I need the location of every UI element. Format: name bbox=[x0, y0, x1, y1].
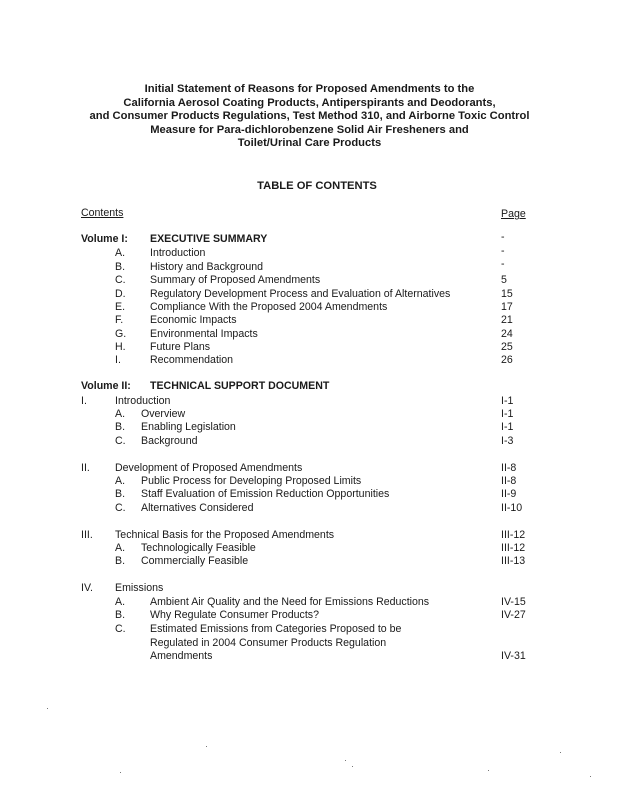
toc-entry: Public Process for Developing Proposed Limits bbox=[141, 475, 362, 487]
volume1-title: EXECUTIVE SUMMARY bbox=[150, 233, 268, 245]
toc-page: III-12 bbox=[501, 542, 526, 554]
toc-page: - bbox=[501, 258, 505, 270]
toc-letter: A. bbox=[115, 247, 126, 259]
toc-page: II-9 bbox=[501, 488, 517, 500]
toc-heading: TABLE OF CONTENTS bbox=[257, 180, 377, 192]
toc-entry: History and Background bbox=[150, 261, 264, 273]
toc-letter: C. bbox=[115, 623, 126, 635]
section-numeral: IV. bbox=[81, 582, 93, 594]
toc-letter: C. bbox=[115, 274, 126, 286]
toc-letter: B. bbox=[115, 421, 126, 433]
toc-page: 17 bbox=[501, 301, 513, 313]
toc-letter: D. bbox=[115, 288, 126, 300]
toc-letter: H. bbox=[115, 341, 126, 353]
toc-entry: Economic Impacts bbox=[150, 314, 237, 326]
toc-entry: Why Regulate Consumer Products? bbox=[150, 609, 319, 621]
document-title bbox=[0, 83, 619, 151]
section-title: Technical Basis for the Proposed Amendments bbox=[115, 529, 335, 541]
toc-page: 25 bbox=[501, 341, 513, 353]
toc-entry: Compliance With the Proposed 2004 Amendments bbox=[150, 301, 388, 313]
section-title: Emissions bbox=[115, 582, 164, 594]
toc-page: 24 bbox=[501, 328, 513, 340]
toc-entry: Regulatory Development Process and Evaluation of Alternatives bbox=[150, 288, 451, 300]
section-numeral: I. bbox=[81, 395, 87, 407]
toc-page: - bbox=[501, 245, 505, 257]
toc-entry-line: Regulated in 2004 Consumer Products Regulation bbox=[150, 637, 387, 649]
title-line: Measure for Para-dichlorobenzene Solid Air Fresheners and bbox=[150, 123, 469, 136]
toc-page: 26 bbox=[501, 354, 513, 366]
toc-entry: Overview bbox=[141, 408, 186, 420]
toc-page: 5 bbox=[501, 274, 507, 286]
section-page: IV-15 bbox=[501, 596, 526, 608]
toc-page: I-1 bbox=[501, 408, 514, 420]
title-line: Toilet/Urinal Care Products bbox=[237, 137, 382, 150]
toc-page: I-3 bbox=[501, 435, 514, 447]
section-numeral: III. bbox=[81, 529, 93, 541]
scan-speck bbox=[206, 746, 207, 747]
toc-letter: B. bbox=[115, 555, 126, 567]
toc-page: I-1 bbox=[501, 421, 514, 433]
title-line: California Aerosol Coating Products, Antiperspirants and Deodorants, bbox=[123, 96, 496, 109]
section-title: Introduction bbox=[115, 395, 171, 407]
volume1-page: - bbox=[501, 231, 505, 243]
toc-letter: A. bbox=[115, 596, 126, 608]
toc-entry-line: Estimated Emissions from Categories Proposed to be bbox=[150, 623, 402, 635]
toc-entry: Ambient Air Quality and the Need for Emissions Reductions bbox=[150, 596, 430, 608]
toc-letter: A. bbox=[115, 475, 126, 487]
toc-letter: I. bbox=[115, 354, 121, 366]
toc-letter: C. bbox=[115, 502, 126, 514]
section-page: III-12 bbox=[501, 529, 526, 541]
toc-entry-line: Amendments bbox=[150, 650, 213, 662]
toc-entry: Introduction bbox=[150, 247, 206, 259]
toc-entry: Background bbox=[141, 435, 198, 447]
scan-speck bbox=[590, 776, 591, 777]
scan-speck bbox=[352, 766, 353, 767]
toc-letter: G. bbox=[115, 328, 127, 340]
toc-letter: B. bbox=[115, 261, 126, 273]
toc-letter: A. bbox=[115, 408, 126, 420]
toc-letter: C. bbox=[115, 435, 126, 447]
scan-speck bbox=[560, 752, 561, 753]
toc-letter: B. bbox=[115, 609, 126, 621]
contents-column-label: Contents bbox=[81, 207, 124, 219]
section-title: Development of Proposed Amendments bbox=[115, 462, 303, 474]
toc-entry: Commercially Feasible bbox=[141, 555, 249, 567]
scan-speck bbox=[345, 760, 346, 761]
toc-page: II-8 bbox=[501, 475, 517, 487]
toc-entry: Technologically Feasible bbox=[141, 542, 256, 554]
volume2-label: Volume II: bbox=[81, 380, 131, 392]
toc-page: IV-31 bbox=[501, 650, 526, 662]
scan-speck bbox=[120, 772, 121, 773]
toc-entry: Staff Evaluation of Emission Reduction Opportunities bbox=[141, 488, 390, 500]
volume2-title: TECHNICAL SUPPORT DOCUMENT bbox=[150, 380, 330, 392]
toc-page: 15 bbox=[501, 288, 513, 300]
scan-speck bbox=[47, 708, 48, 709]
toc-letter: A. bbox=[115, 542, 126, 554]
toc-entry: Summary of Proposed Amendments bbox=[150, 274, 321, 286]
section-page: I-1 bbox=[501, 395, 514, 407]
toc-entry: Enabling Legislation bbox=[141, 421, 236, 433]
title-line: and Consumer Products Regulations, Test Method 310, and Airborne Toxic Control bbox=[89, 110, 530, 123]
toc-letter: B. bbox=[115, 488, 126, 500]
toc-entry: Alternatives Considered bbox=[141, 502, 254, 514]
toc-page: III-13 bbox=[501, 555, 526, 567]
title-line: Initial Statement of Reasons for Proposed Amendments to the bbox=[144, 83, 475, 95]
toc-entry: Future Plans bbox=[150, 341, 211, 353]
toc-entry: Environmental Impacts bbox=[150, 328, 258, 340]
toc-page: II-10 bbox=[501, 502, 523, 514]
section-numeral: II. bbox=[81, 462, 90, 474]
toc-entry: Recommendation bbox=[150, 354, 234, 366]
toc-page: 21 bbox=[501, 314, 513, 326]
toc-page: IV-27 bbox=[501, 609, 526, 621]
toc-letter: E. bbox=[115, 301, 126, 313]
section-page: II-8 bbox=[501, 462, 517, 474]
toc-letter: F. bbox=[115, 314, 124, 326]
volume1-label: Volume I: bbox=[81, 233, 128, 245]
scan-speck bbox=[488, 770, 489, 771]
page-column-label: Page bbox=[501, 208, 526, 220]
